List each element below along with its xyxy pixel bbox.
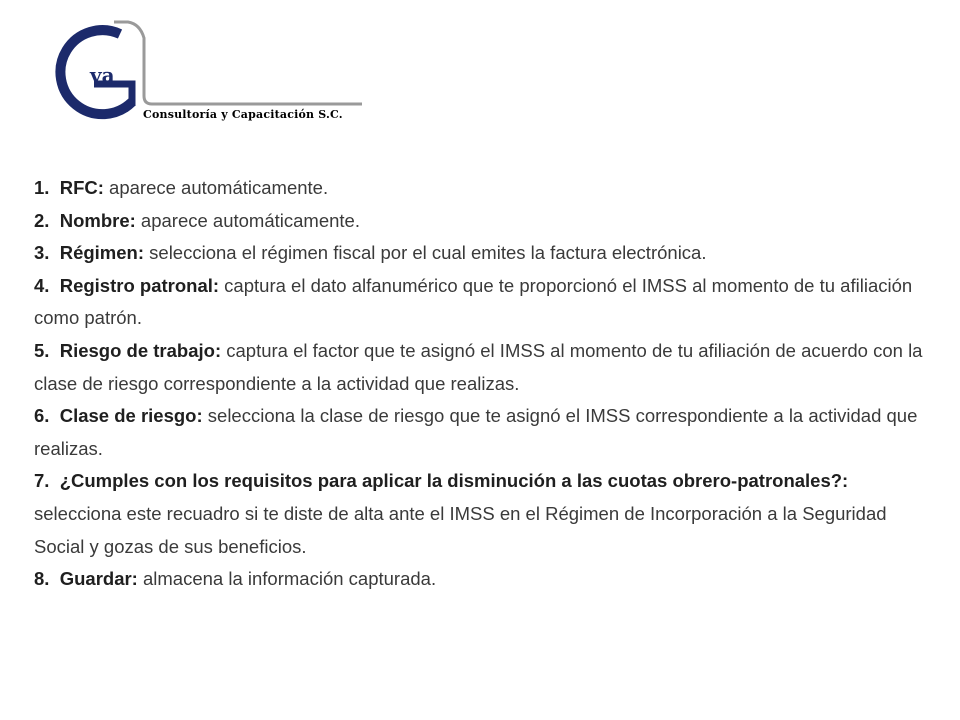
list-item-nombre [34,205,929,238]
list-item-rfc [34,172,929,205]
list-item-registro-patronal [34,270,929,335]
item-number: 5. [34,339,50,361]
item-number: 4. [34,274,50,296]
item-number: 2. [34,209,50,231]
list-item-cumples-requisitos [34,465,929,563]
item-term: Registro patronal: [59,274,220,296]
item-term: Régimen: [59,242,145,264]
item-number: 3. [34,242,50,264]
item-number: 6. [34,405,50,427]
item-description: aparece automáticamente. [135,209,360,231]
instructions-list [34,172,929,596]
item-term: Nombre: [59,209,136,231]
item-term: Clase de riesgo: [59,405,203,427]
item-term: ¿Cumples con los requisitos para aplicar la disminución a las cuotas obrero-patronales?: [59,470,849,492]
item-number: 7. [34,470,50,492]
item-description: selecciona este recuadro si te diste de alta ante el IMSS en el Régimen de Incorporación a la Seguridad Social y gozas de sus beneficios. [34,502,887,557]
list-item-clase-de-riesgo [34,400,929,465]
logo-letters: va [90,63,115,87]
item-description: almacena la información capturada. [137,568,437,590]
logo-tagline: Consultoría y Capacitación S.C. [143,108,343,121]
company-logo [28,18,368,128]
item-number: 1. [34,177,50,198]
item-term: Guardar: [59,568,138,590]
item-description: captura el factor que te asignó el IMSS al momento de tu afiliación de acuerdo con la clase de riesgo correspondiente a la actividad que realizas. [34,339,923,394]
item-description: captura el dato alfanumérico que te proporcionó el IMSS al momento de tu afiliación como patrón. [34,274,913,329]
list-item-riesgo-de-trabajo [34,335,929,400]
item-number: 8. [34,568,50,590]
list-item-guardar [34,563,929,596]
item-description: selecciona el régimen fiscal por el cual emites la factura electrónica. [144,242,707,264]
item-description: selecciona la clase de riesgo que te asignó el IMSS correspondiente a la actividad que realizas. [34,405,918,459]
list-item-regimen [34,237,929,270]
item-term: RFC: [59,177,104,198]
item-description: aparece automáticamente. [103,177,329,198]
item-term: Riesgo de trabajo: [59,339,222,361]
